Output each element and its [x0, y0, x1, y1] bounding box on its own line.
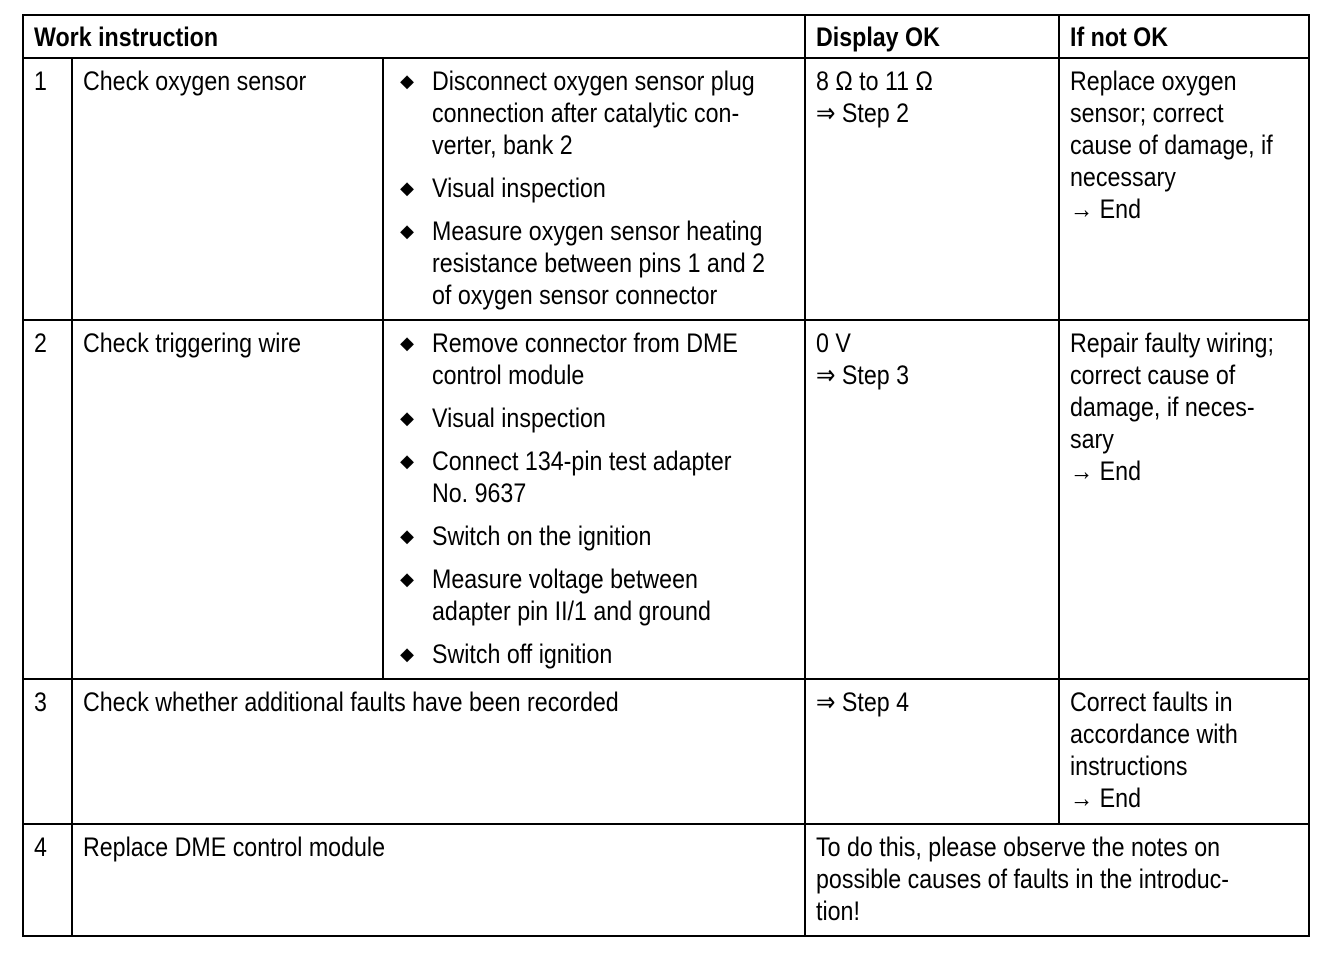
step-number: 1 [23, 58, 72, 320]
header-row [23, 15, 1309, 58]
diamond-bullet-icon: ◆ [400, 451, 414, 471]
list-item: ◆ Visual inspection [394, 172, 794, 204]
header-display-ok: Display OK [805, 15, 1059, 58]
display-ok-cell: 8 Ω to 11 Ω ⇒ Step 2 [805, 58, 1059, 320]
list-item: ◆ Switch on the ignition [394, 520, 794, 552]
step-number: 4 [23, 824, 72, 936]
list-item: ◆ Connect 134-pin test adapter No. 9637 [394, 445, 794, 509]
list-item: ◆ Disconnect oxygen sensor plug connection after catalytic con- verter, bank 2 [394, 65, 794, 161]
display-ok-cell: ⇒ Step 4 [805, 679, 1059, 824]
step-number: 3 [23, 679, 72, 824]
task-cell: Check oxygen sensor [72, 58, 383, 320]
diamond-bullet-icon: ◆ [400, 408, 414, 428]
work-instruction-table [22, 14, 1310, 937]
step-list [394, 327, 794, 670]
diamond-bullet-icon: ◆ [400, 221, 414, 241]
list-item: ◆ Measure oxygen sensor heating resistance between pins 1 and 2 of oxygen sensor connector [394, 215, 794, 311]
diamond-bullet-icon: ◆ [400, 526, 414, 546]
diamond-bullet-icon: ◆ [400, 569, 414, 589]
task-cell: Check triggering wire [72, 320, 383, 679]
header-work-instruction: Work instruction [23, 15, 805, 58]
if-not-ok-cell: Correct faults in accordance with instructions → End [1059, 679, 1309, 824]
diamond-bullet-icon: ◆ [400, 644, 414, 664]
list-item: ◆ Switch off ignition [394, 638, 794, 670]
list-item: ◆ Measure voltage between adapter pin II/1 and ground [394, 563, 794, 627]
if-not-ok-cell: Replace oxygen sensor; correct cause of damage, if necessary → End [1059, 58, 1309, 320]
steps-cell [383, 58, 805, 320]
diamond-bullet-icon: ◆ [400, 71, 414, 91]
step-number: 2 [23, 320, 72, 679]
table-row [23, 320, 1309, 679]
step-list [394, 65, 794, 311]
table-row [23, 824, 1309, 936]
header-if-not-ok: If not OK [1059, 15, 1309, 58]
list-item: ◆ Remove connector from DME control module [394, 327, 794, 391]
diamond-bullet-icon: ◆ [400, 333, 414, 353]
diamond-bullet-icon: ◆ [400, 178, 414, 198]
list-item: ◆ Visual inspection [394, 402, 794, 434]
table-row [23, 679, 1309, 824]
display-ok-cell: 0 V ⇒ Step 3 [805, 320, 1059, 679]
note-cell: To do this, please observe the notes on possible causes of faults in the introduc- tion! [805, 824, 1309, 936]
table-row [23, 58, 1309, 320]
steps-cell [383, 320, 805, 679]
task-cell: Check whether additional faults have been recorded [72, 679, 805, 824]
task-cell: Replace DME control module [72, 824, 805, 936]
if-not-ok-cell: Repair faulty wiring; correct cause of damage, if neces- sary → End [1059, 320, 1309, 679]
